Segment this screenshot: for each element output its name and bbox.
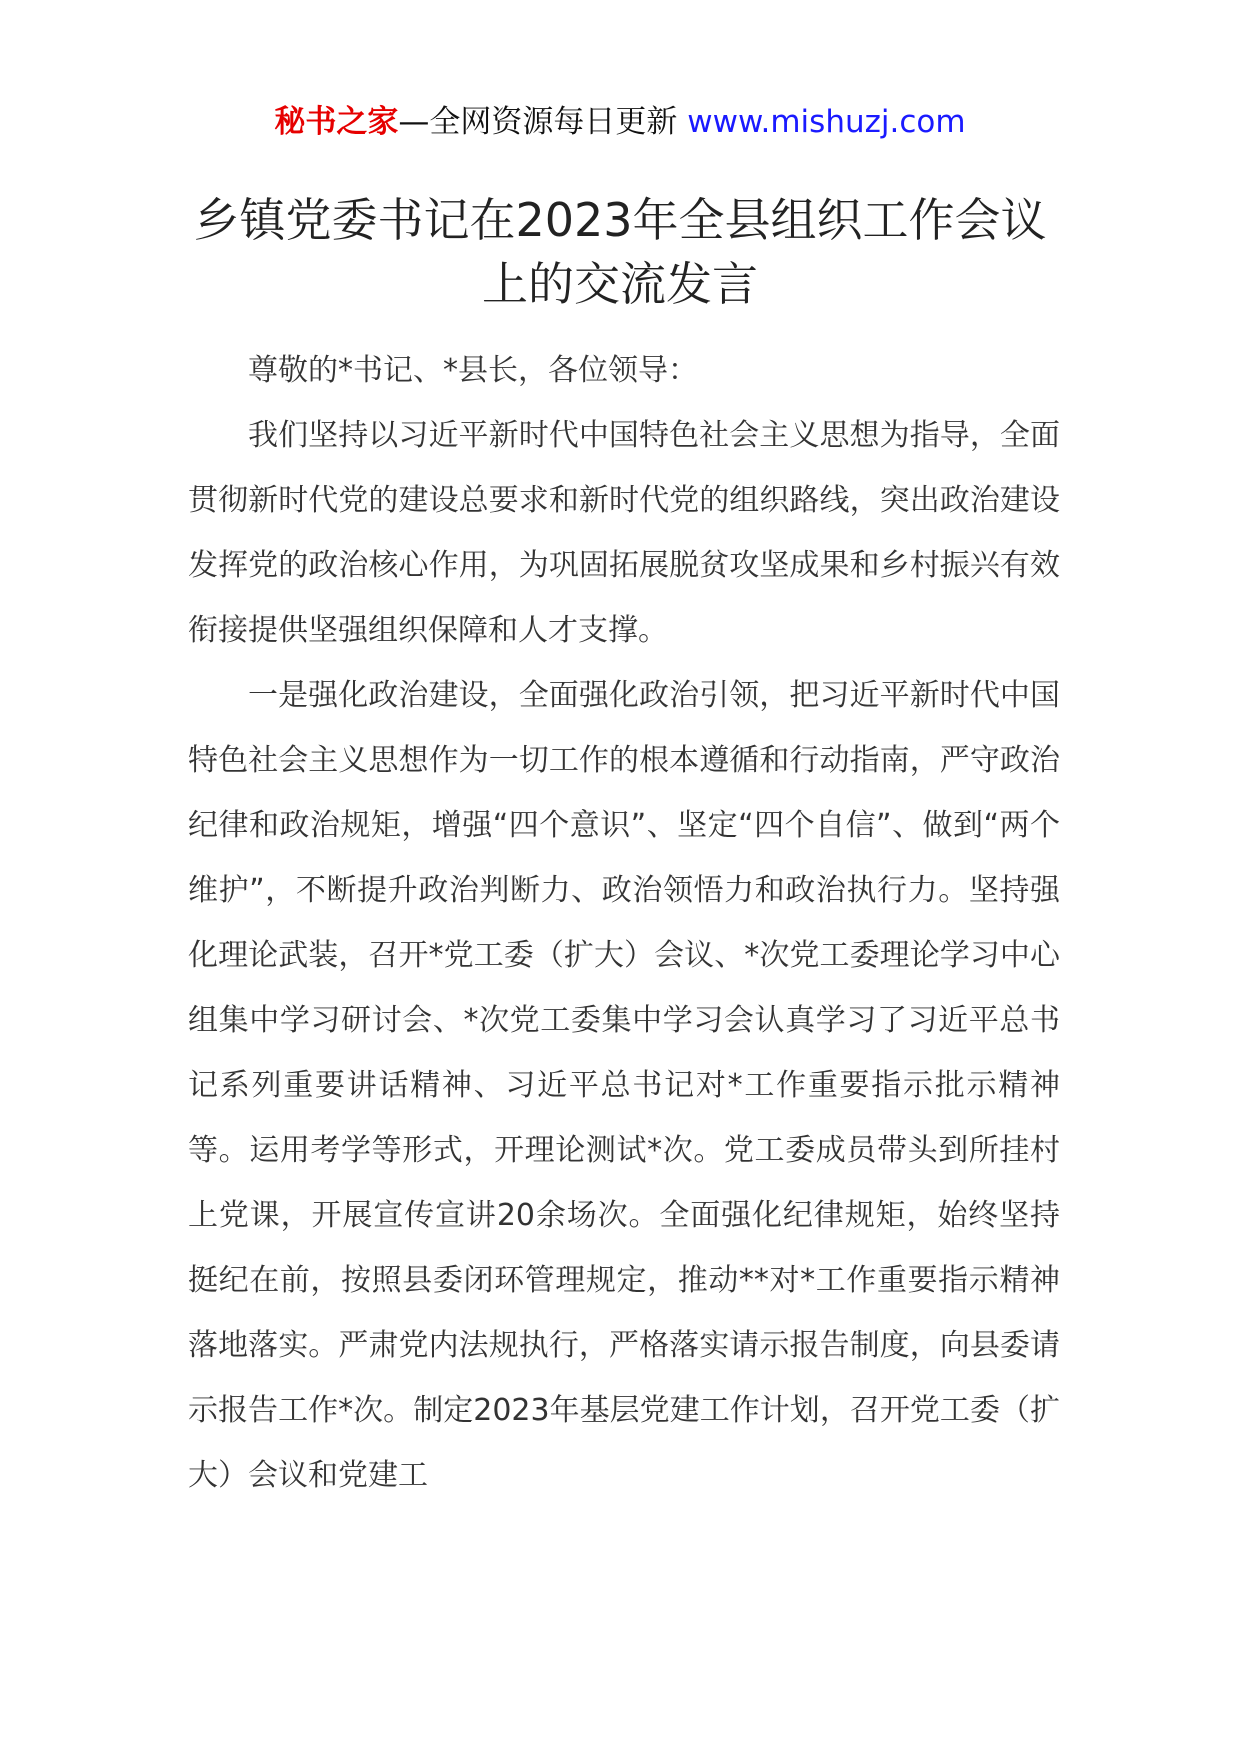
site-header [0, 100, 1240, 144]
intro-paragraph: 我们坚持以习近平新时代中国特色社会主义思想为指导，全面贯彻新时代党的建设总要求和新时代党的组织路线，突出政治建设发挥党的政治核心作用，为巩固拓展脱贫攻坚成果和乡村振兴有效衔接提供坚强组织保障和人才支撑。 [188, 418, 1060, 648]
political-construction-paragraph: 一是强化政治建设，全面强化政治引领，把习近平新时代中国特色社会主义思想作为一切工作的根本遵循和行动指南，严守政治纪律和政治规矩，增强“四个意识”、坚定“四个自信”、做到“两个维护”，不断提升政治判断力、政治领悟力和政治执行力。坚持强化理论武装，召开*党工委（扩大）会议、*次党工委理论学习中心组集中学习研讨会、*次党工委集中学习会认真学习了习近平总书记系列重要讲话精神、习近平总书记对*工作重要指示批示精神等。运用考学等形式，开理论测试*次。党工委成员带头到所挂村上党课，开展宣传宣讲20余场次。全面强化纪律规矩，始终坚持挺纪在前，按照县委闭环管理规定，推动**对*工作重要指示精神落地落实。严肃党内法规执行，严格落实请示报告制度，向县委请示报告工作*次。制定2023年基层党建工作计划，召开党工委（扩大）会议和党建工 [188, 678, 1060, 1493]
brand-name: 秘书之家 [274, 104, 399, 140]
document-body [188, 338, 1060, 1508]
document-title: 乡镇党委书记在2023年全县组织工作会议上的交流发言 [193, 193, 1047, 311]
header-tagline: —全网资源每日更新 [398, 104, 678, 140]
salutation-paragraph: 尊敬的*书记、*县长，各位领导： [248, 353, 698, 388]
site-url-link[interactable]: www.mishuzj.com [687, 104, 966, 140]
